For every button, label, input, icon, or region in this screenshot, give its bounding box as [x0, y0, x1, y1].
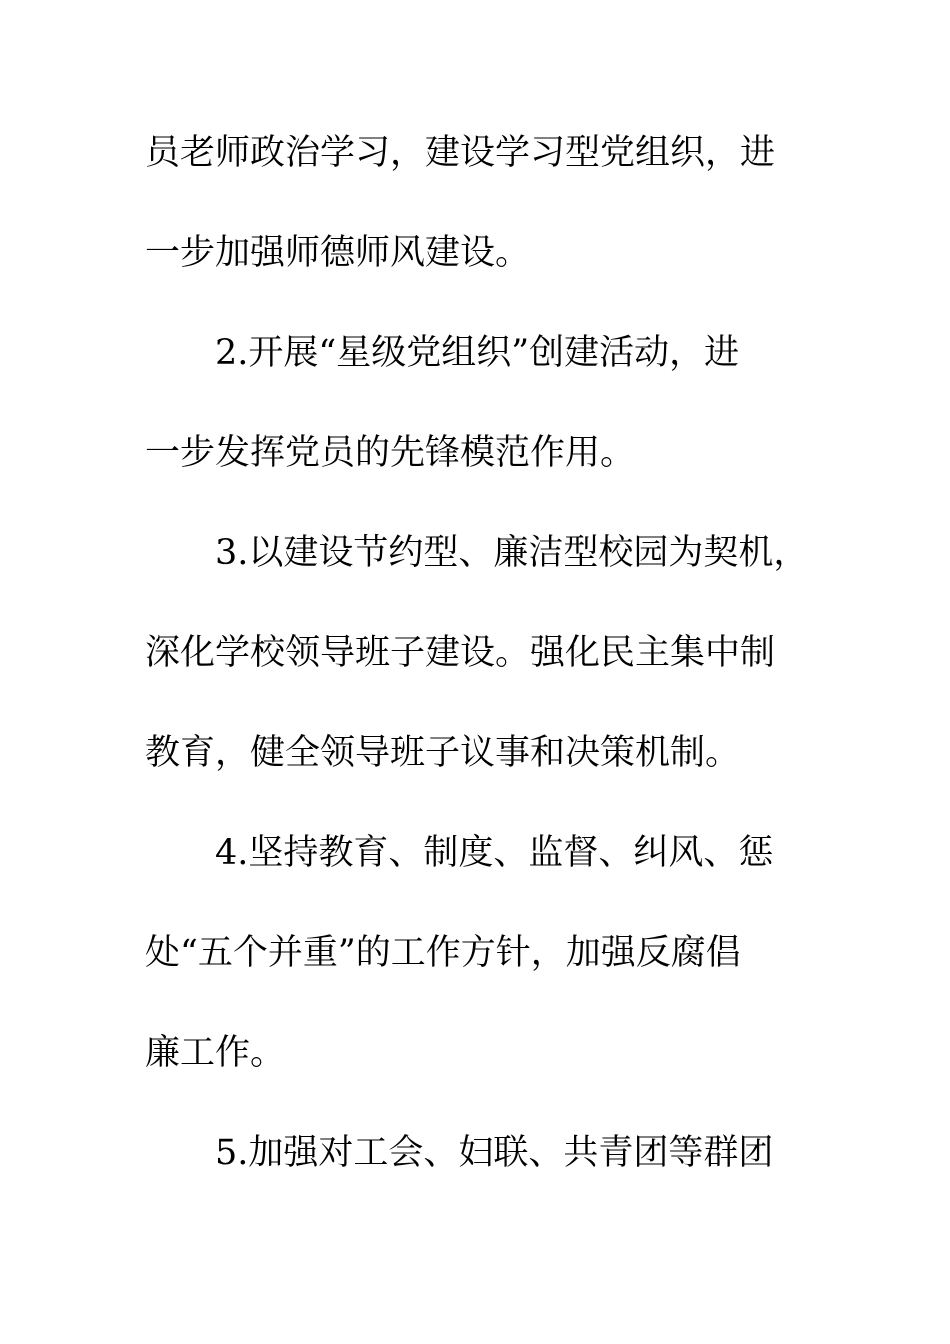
paragraph-5-line: 5.加强对工会、妇联、共青团等群团 — [215, 1133, 774, 1173]
paragraph-3-line: 3.以建设节约型、廉洁型校园为契机， — [215, 533, 809, 573]
paragraph-4-line: 4.坚持教育、制度、监督、纠风、惩 — [215, 833, 774, 873]
text-line: 处“五个并重”的工作方针，加强反腐倡 — [145, 933, 741, 973]
text-line: 一步发挥党员的先锋模范作用。 — [145, 433, 636, 473]
text-line: 员老师政治学习，建设学习型党组织，进 — [145, 133, 776, 173]
text-line: 教育，健全领导班子议事和决策机制。 — [145, 733, 741, 773]
paragraph-2-line: 2.开展“星级党组织”创建活动，进 — [215, 333, 740, 373]
text-line: 深化学校领导班子建设。强化民主集中制 — [145, 633, 776, 673]
text-line: 廉工作。 — [145, 1033, 286, 1073]
text-line: 一步加强师德师风建设。 — [145, 233, 531, 273]
